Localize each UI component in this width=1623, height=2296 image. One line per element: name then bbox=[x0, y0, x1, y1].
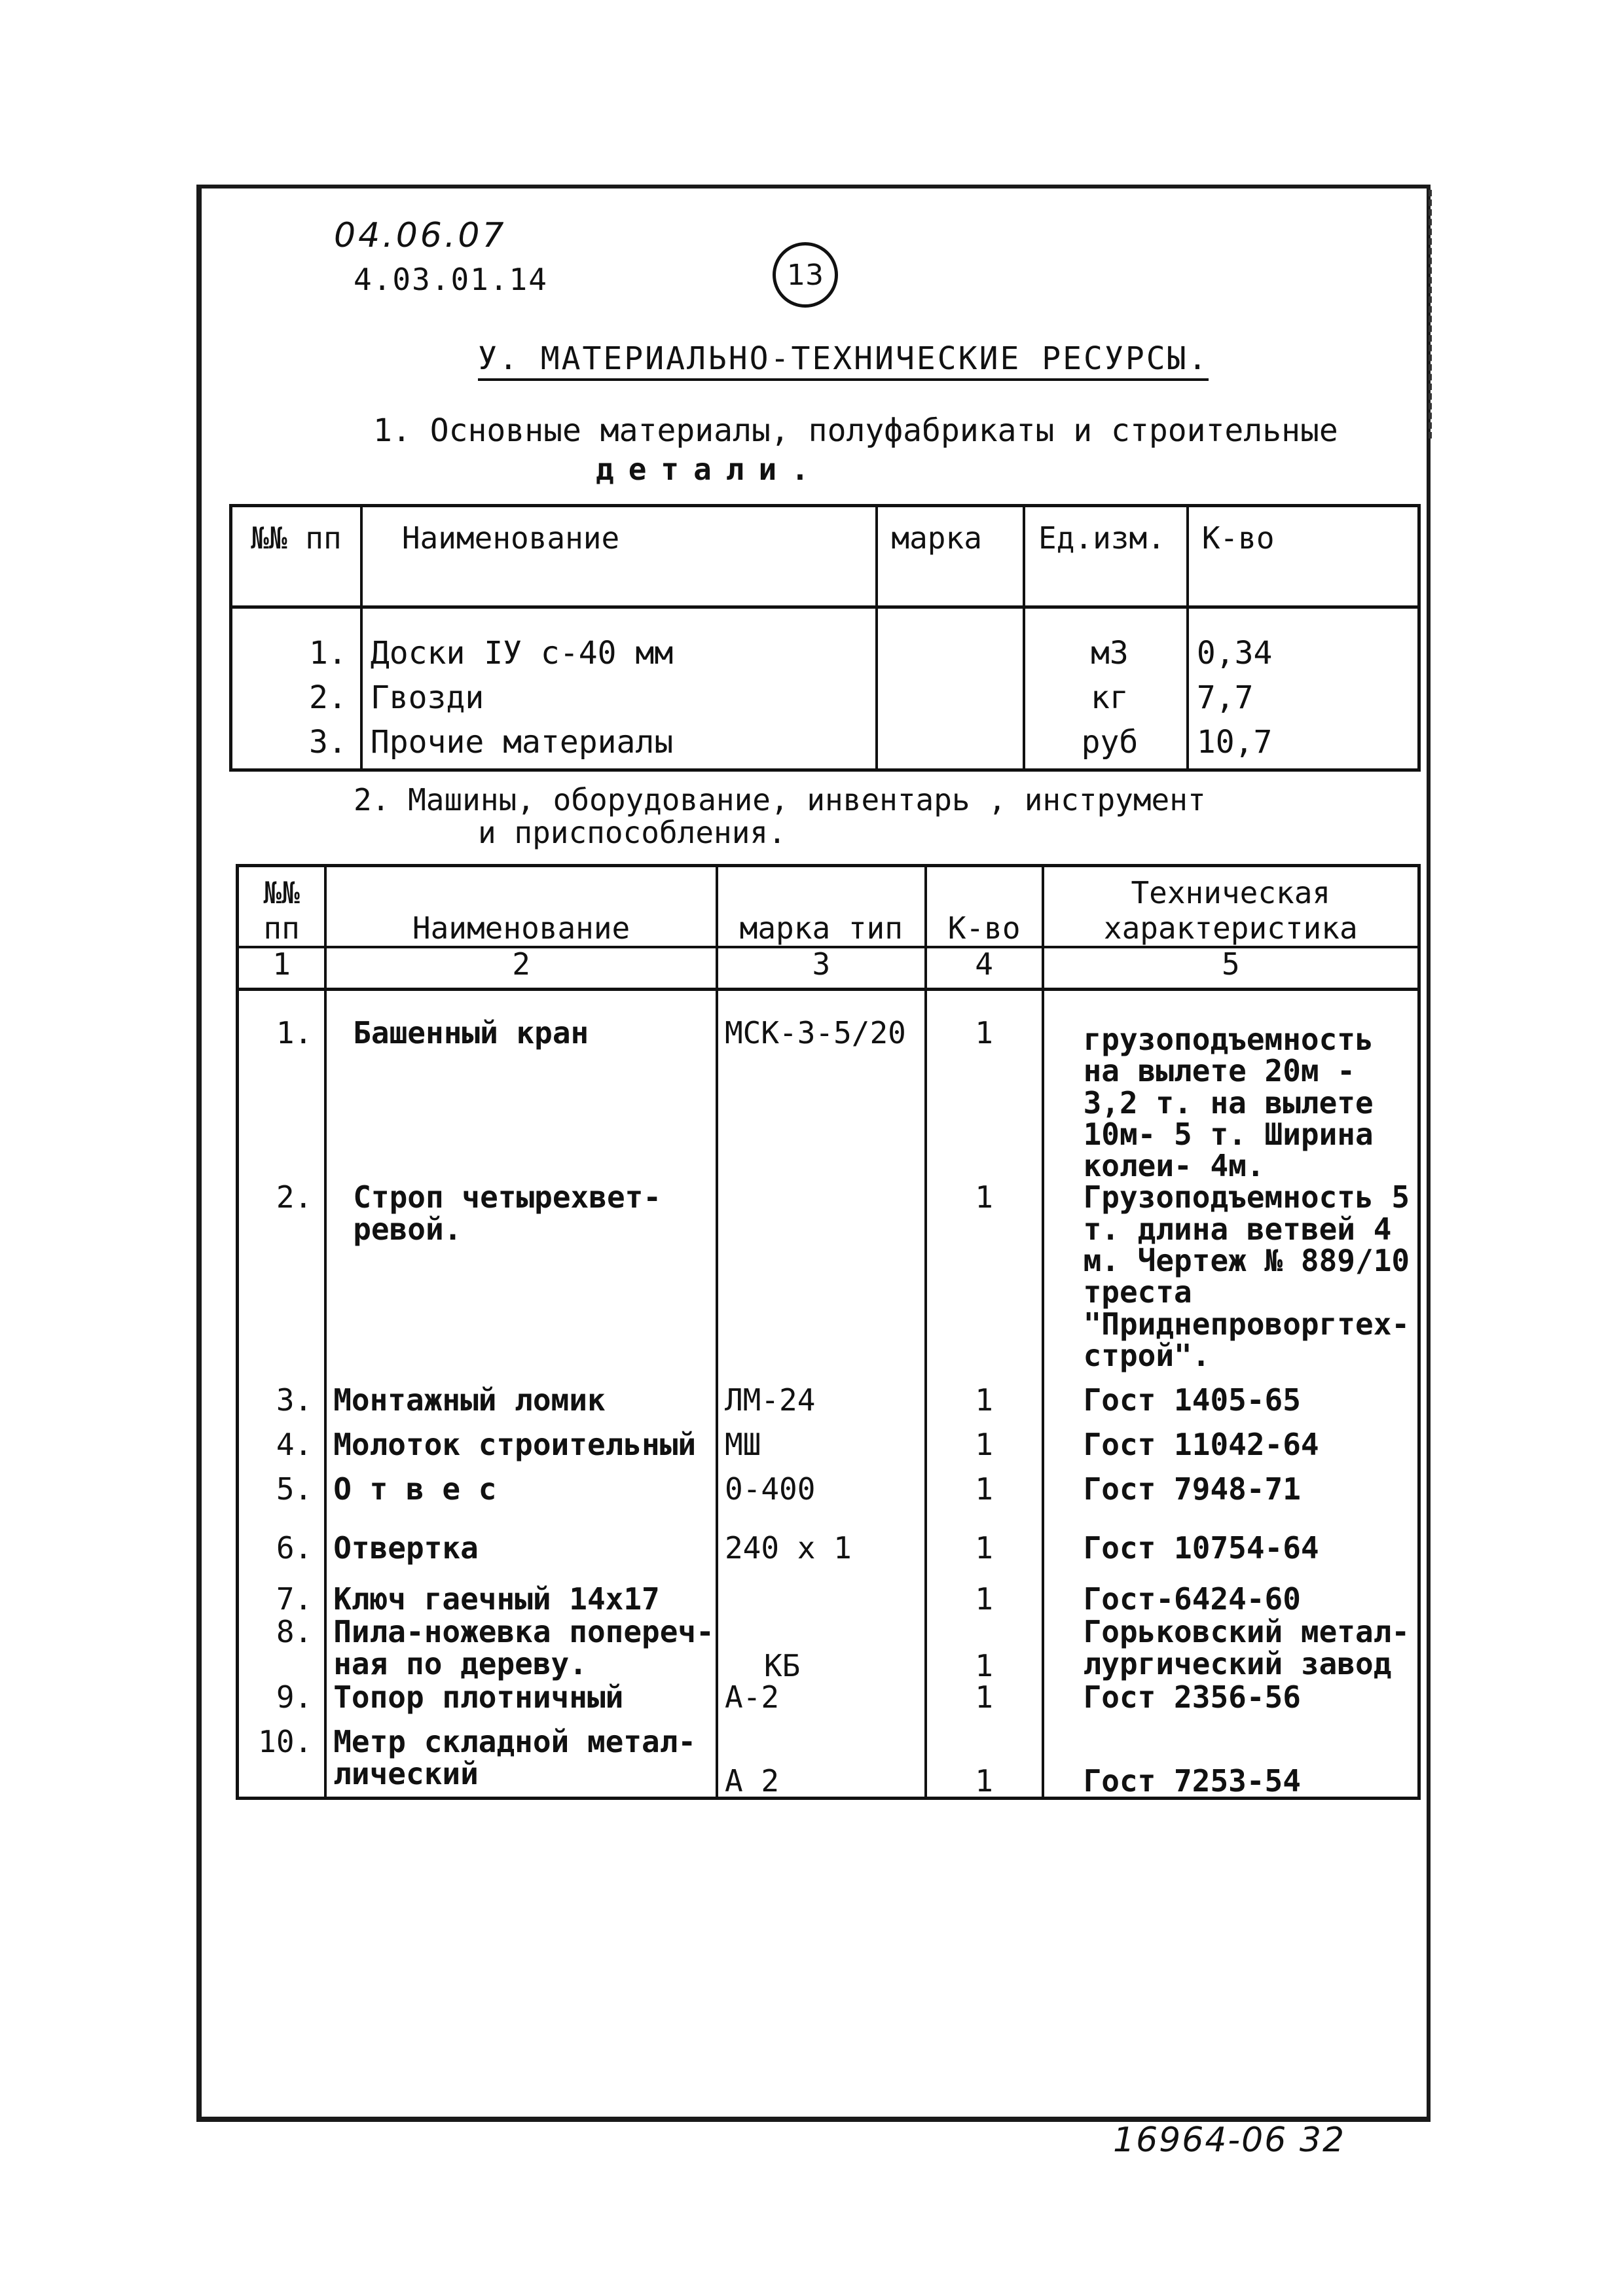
row-mark: МШ bbox=[717, 1429, 926, 1473]
row-mark: А_2 bbox=[717, 1726, 926, 1798]
col-header-mark: марка bbox=[877, 506, 1024, 607]
row-name: Ключ гаечный 14х17 bbox=[325, 1583, 717, 1616]
table-row bbox=[238, 1681, 1419, 1726]
row-spec: Гост-6424-60 bbox=[1083, 1581, 1301, 1617]
page-number-circle bbox=[773, 242, 838, 308]
footer-archive-code: 16964-06 32 bbox=[1113, 2121, 1346, 2160]
margin-marks bbox=[1429, 190, 1437, 439]
doc-code-handwritten: 04.06.07 bbox=[334, 216, 507, 255]
table-row bbox=[238, 1429, 1419, 1473]
row-mark: А-2 bbox=[717, 1681, 926, 1726]
row-name: Башенный кран bbox=[325, 990, 717, 1182]
row-qty: 1 bbox=[926, 1181, 1043, 1384]
table-header-row bbox=[238, 866, 1419, 948]
row-qty: 1 bbox=[926, 1473, 1043, 1532]
row-qty: 1 bbox=[926, 1583, 1043, 1616]
row-qty: 1 bbox=[926, 1532, 1043, 1583]
col-header-qty: К-во bbox=[926, 866, 1043, 948]
page-number: 13 bbox=[787, 258, 824, 292]
row-spec: Горьковский метал-лургический завод bbox=[1083, 1614, 1410, 1681]
table-row bbox=[238, 1473, 1419, 1532]
row-spec: грузоподъемность на вылете 20м - 3,2 т. на вылете 10м- 5 т. Ширина колеи- 4м. bbox=[1083, 1022, 1374, 1184]
row-qty: 10,7 bbox=[1196, 724, 1273, 761]
row-mark: КБ bbox=[717, 1616, 926, 1681]
row-unit: руб bbox=[1024, 724, 1188, 770]
row-qty: 7,7 bbox=[1196, 679, 1254, 716]
row-qty: 1 bbox=[926, 1429, 1043, 1473]
row-name: Молоток строительный bbox=[325, 1429, 717, 1473]
col-header-mark: марка тип bbox=[717, 866, 926, 948]
row-spec: Гост 10754-64 bbox=[1083, 1530, 1319, 1566]
col-index: 1 bbox=[238, 947, 326, 990]
table-row bbox=[238, 1616, 1419, 1681]
table-row bbox=[238, 990, 1419, 1182]
row-number: 4. bbox=[238, 1429, 326, 1473]
row-spec: Грузоподъемность 5 т. длина ветвей 4 м. Чертеж № 889/10 треста "Приднепроворгтех-строй". bbox=[1083, 1179, 1410, 1373]
row-number: 9. bbox=[238, 1681, 326, 1726]
machines-heading: 2. Машины, оборудование, инвентарь , инструмент bbox=[354, 782, 1206, 817]
table-row bbox=[238, 1532, 1419, 1583]
row-number: 10. bbox=[238, 1726, 326, 1798]
row-mark: ЛМ-24 bbox=[717, 1384, 926, 1429]
row-number: 5. bbox=[238, 1473, 326, 1532]
column-index-row bbox=[238, 947, 1419, 990]
row-mark bbox=[717, 1583, 926, 1616]
row-name: Прочие материалы bbox=[361, 724, 877, 770]
row-qty: 1 bbox=[926, 1616, 1043, 1681]
row-number: 6. bbox=[238, 1532, 326, 1583]
row-number: 2. bbox=[231, 679, 361, 724]
row-number: 3. bbox=[231, 724, 361, 770]
row-mark: 0-400 bbox=[717, 1473, 926, 1532]
col-header-spec: Техническая характеристика bbox=[1043, 866, 1419, 948]
materials-heading-2: детали. bbox=[596, 452, 824, 487]
col-index: 4 bbox=[926, 947, 1043, 990]
machines-table bbox=[236, 864, 1421, 1800]
row-mark bbox=[877, 679, 1024, 724]
col-header-number: №№ пп bbox=[231, 506, 361, 607]
row-mark bbox=[877, 607, 1024, 680]
col-index: 2 bbox=[325, 947, 717, 990]
row-name: Пила-ножевка попереч-ная по дереву. bbox=[325, 1616, 717, 1681]
row-name: Строп четырехвет-ревой. bbox=[325, 1181, 717, 1384]
table-row bbox=[231, 679, 1419, 724]
doc-code: 4.03.01.14 bbox=[354, 262, 548, 297]
row-number: 8. bbox=[238, 1616, 326, 1681]
row-spec: Гост 7948-71 bbox=[1083, 1471, 1301, 1507]
table-row bbox=[231, 724, 1419, 770]
col-index: 5 bbox=[1043, 947, 1419, 990]
row-number: 3. bbox=[238, 1384, 326, 1429]
row-mark bbox=[717, 1181, 926, 1384]
row-unit: м3 bbox=[1024, 607, 1188, 680]
row-number: 7. bbox=[238, 1583, 326, 1616]
row-qty: 1 bbox=[926, 990, 1043, 1182]
table-row bbox=[231, 607, 1419, 680]
row-mark: МСК-3-5/20 bbox=[717, 990, 926, 1182]
table-row bbox=[238, 1181, 1419, 1384]
row-spec: Гост 1405-65 bbox=[1083, 1382, 1301, 1418]
row-name: Топор плотничный bbox=[325, 1681, 717, 1726]
row-name: Отвертка bbox=[325, 1532, 717, 1583]
row-mark bbox=[877, 724, 1024, 770]
table-row bbox=[238, 1583, 1419, 1616]
col-header-name: Наименование bbox=[361, 506, 877, 607]
table-row bbox=[238, 1384, 1419, 1429]
row-number: 2. bbox=[238, 1181, 326, 1384]
row-number: 1. bbox=[238, 990, 326, 1182]
row-name: О т в е с bbox=[325, 1473, 717, 1532]
table-header-row bbox=[231, 506, 1419, 607]
col-header-unit: Ед.изм. bbox=[1024, 506, 1188, 607]
row-name: Монтажный ломик bbox=[325, 1384, 717, 1429]
row-qty: 1 bbox=[926, 1726, 1043, 1798]
row-spec: Гост 7253-54 bbox=[1083, 1763, 1301, 1799]
table-row bbox=[238, 1726, 1419, 1798]
materials-table bbox=[229, 504, 1421, 772]
row-qty: 0,34 bbox=[1196, 635, 1273, 672]
col-header-name: Наименование bbox=[325, 866, 717, 948]
row-qty: 1 bbox=[926, 1384, 1043, 1429]
row-spec: Гост 2356-56 bbox=[1083, 1679, 1301, 1715]
row-spec: Гост 11042-64 bbox=[1083, 1427, 1319, 1463]
row-unit: кг bbox=[1024, 679, 1188, 724]
row-name: Гвозди bbox=[361, 679, 877, 724]
machines-heading-2: и приспособления. bbox=[478, 815, 786, 850]
row-name: Метр складной метал-лический bbox=[325, 1726, 717, 1798]
row-name: Доски IУ с-40 мм bbox=[361, 607, 877, 680]
row-mark: 240 х 1 bbox=[717, 1532, 926, 1583]
materials-heading: 1. Основные материалы, полуфабрикаты и строительные bbox=[373, 412, 1338, 449]
col-index: 3 bbox=[717, 947, 926, 990]
col-header-number: №№ пп bbox=[238, 866, 326, 948]
row-number: 1. bbox=[231, 607, 361, 680]
col-header-qty: К-во bbox=[1188, 506, 1419, 607]
section-title: У. МАТЕРИАЛЬНО-ТЕХНИЧЕСКИЕ РЕСУРСЫ. bbox=[478, 340, 1209, 381]
row-qty: 1 bbox=[926, 1681, 1043, 1726]
